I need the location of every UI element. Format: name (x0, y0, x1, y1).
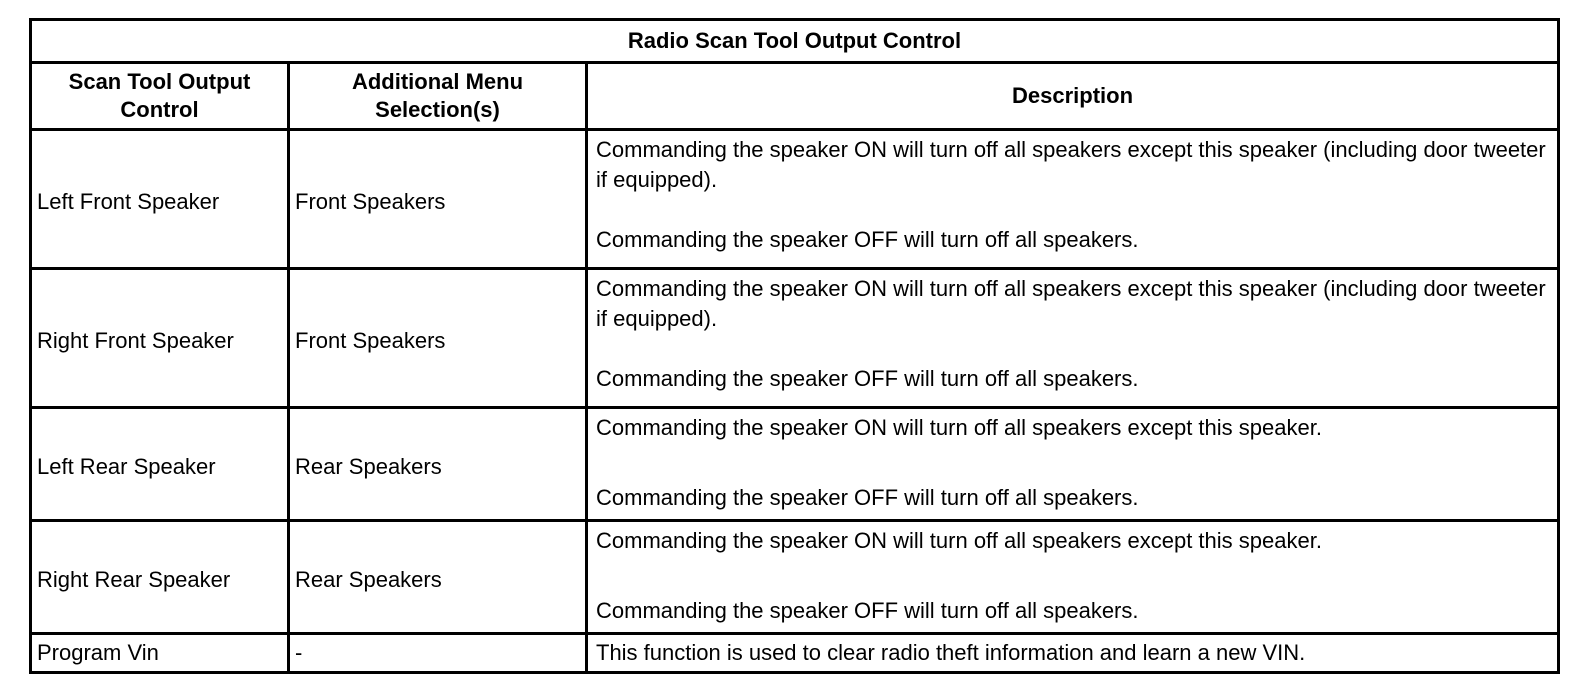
output-control-table-wrapper (29, 18, 1557, 674)
table-row (31, 408, 1559, 521)
description-off: Commanding the speaker OFF will turn off all speakers. (596, 227, 1139, 252)
description-off: Commanding the speaker OFF will turn off all speakers. (596, 366, 1139, 391)
description-cell (587, 269, 1559, 408)
description-cell (587, 521, 1559, 634)
table-title: Radio Scan Tool Output Control (31, 20, 1559, 63)
control-cell: Left Front Speaker (31, 130, 289, 269)
description-on: Commanding the speaker ON will turn off all speakers except this speaker. (596, 528, 1322, 553)
control-cell: Left Rear Speaker (31, 408, 289, 521)
description-on: Commanding the speaker ON will turn off all speakers except this speaker (including door tweeter if equipped). (596, 276, 1546, 331)
header-menu: Additional Menu Selection(s) (289, 63, 587, 130)
control-cell: Program Vin (31, 634, 289, 673)
menu-cell: Front Speakers (289, 130, 587, 269)
header-description: Description (587, 63, 1559, 130)
table-title-row (31, 20, 1559, 63)
description-on: Commanding the speaker ON will turn off all speakers except this speaker (including door tweeter if equipped). (596, 137, 1546, 192)
description-off: Commanding the speaker OFF will turn off all speakers. (596, 598, 1139, 623)
table-row (31, 634, 1559, 673)
menu-cell: Rear Speakers (289, 408, 587, 521)
control-cell: Right Front Speaker (31, 269, 289, 408)
table-row (31, 521, 1559, 634)
control-cell: Right Rear Speaker (31, 521, 289, 634)
table-header-row (31, 63, 1559, 130)
menu-cell: Rear Speakers (289, 521, 587, 634)
description-off: Commanding the speaker OFF will turn off all speakers. (596, 485, 1139, 510)
header-control: Scan Tool Output Control (31, 63, 289, 130)
table-row (31, 130, 1559, 269)
menu-cell: - (289, 634, 587, 673)
table-row (31, 269, 1559, 408)
output-control-table (29, 18, 1560, 674)
description-cell (587, 130, 1559, 269)
menu-cell: Front Speakers (289, 269, 587, 408)
description-cell (587, 408, 1559, 521)
description-cell: This function is used to clear radio theft information and learn a new VIN. (587, 634, 1559, 673)
description-on: Commanding the speaker ON will turn off all speakers except this speaker. (596, 415, 1322, 440)
